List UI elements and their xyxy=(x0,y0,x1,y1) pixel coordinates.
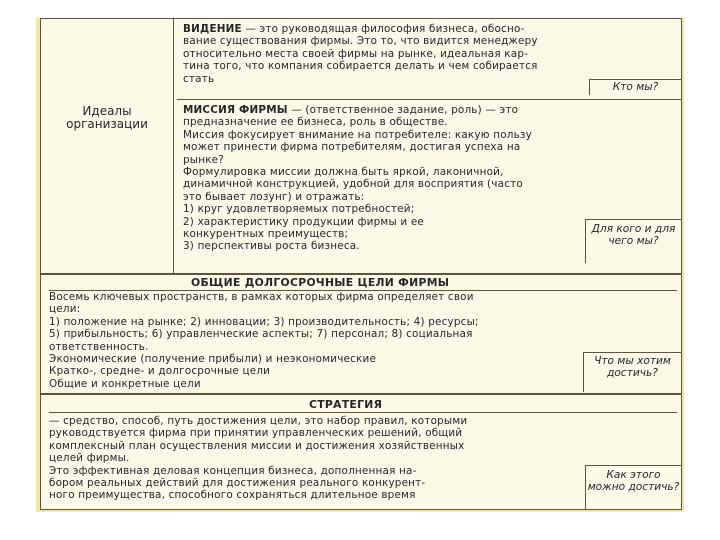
vision-question: Кто мы? xyxy=(589,79,681,95)
goals-block xyxy=(40,274,682,394)
vision-title: ВИДЕНИЕ xyxy=(183,23,242,35)
goals-title: ОБЩИЕ ДОЛГОСРОЧНЫЕ ЦЕЛИ ФИРМЫ xyxy=(191,276,450,289)
strategy-question: Как этого можно достичь? xyxy=(585,465,681,509)
vision-mission-separator xyxy=(177,99,681,100)
mission-body: — (ответственное задание, роль) — это предназначение ее бизнеса, роль в обществе. Миссия фокусирует внимание на потребителе: какую пользу может принести фирма потребителям, достигая успеха на рынке? Формулировка миссии должна быть яркой, лаконичной, динамичной конструкцией, удобной для восприятия (часто это бывает лозунг) и отражать: 1) круг удовлетворяемых потребностей; 2) характеристику продукции фирмы и ее конкурентных преимуществ; 3) перспективы роста бизнеса. xyxy=(183,104,532,253)
mission-question: Для кого и для чего мы? xyxy=(585,219,681,263)
ideals-label: Идеалы организации xyxy=(66,104,148,131)
goals-question: Что мы хотим достичь? xyxy=(583,352,681,392)
strategy-text: — средство, способ, путь достижения цели, это набор правил, которыми руководствуется фирма при принятии управленческих решений, общий комплексный план осуществления миссии и достижения хозяйственных целей фирмы. Это эффективная деловая концепция бизнеса, дополненная на- бором реальных действий для достижения реального конкурент- ного преимущества, способного сохраняться длительное время xyxy=(49,415,468,502)
vision-body: — это руководящая философия бизнеса, обосно- вание существования фирмы. Это то, что видится менеджеру относительно места своей фирмы на рынке, идеальная кар- тина того, что компания собирается делать и чем собирается стать xyxy=(183,23,538,85)
ideals-block xyxy=(40,18,682,274)
strategy-title: СТРАТЕГИЯ xyxy=(309,398,383,411)
strategy-title-underline xyxy=(49,412,677,413)
slide xyxy=(36,18,684,512)
mission-title: МИССИЯ ФИРМЫ xyxy=(183,104,288,116)
goals-text: Восемь ключевых пространств, в рамках которых фирма определяет свои цели: 1) положение на рынке; 2) инновации; 3) производительность; 4) ресурсы; 5) прибыльность; 6) управленческие аспекты; 7) персонал; 8) социальная ответственность. Экономические (получение прибыли) и неэкономические Кратко-, средне- и долгосрочные цели Общие и конкретные цели xyxy=(49,291,479,390)
strategy-block xyxy=(40,394,682,510)
ideals-divider xyxy=(173,19,174,273)
vision-text xyxy=(183,23,679,85)
